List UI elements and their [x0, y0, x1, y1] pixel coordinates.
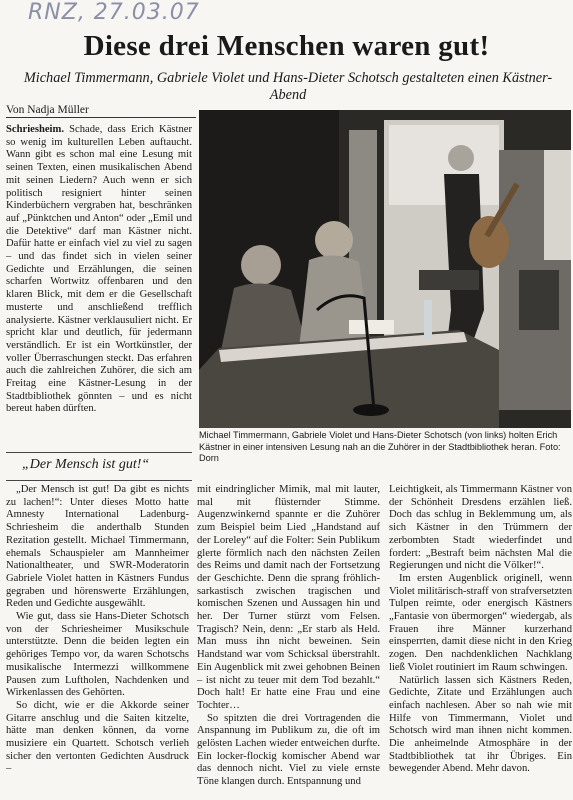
- section-rule-under-heading: [6, 480, 192, 481]
- paragraph: Wie gut, dass sie Hans-Dieter Schotsch von der Schriesheimer Musikschule unterstützte. Denn die beiden legten ein gehöriges Tempo vor, da waren Schotschs musikalische Intermezzi willkommene Pausen zum Luftholen, Nachdenken und Wirkenlassen des Gehörten.: [6, 611, 189, 699]
- article-column-3: [389, 484, 572, 776]
- paragraph: mit eindringlicher Mimik, mal mit lauter, mal mit flüsternder Stimme. Augenzwinkernd spannte er die Zuhörer zum Beispiel beim Lied „Handstand auf der Loreley“ auf die Folter: Sein Publikum glerte förmlich nach den nächsten Zeilen des Reims und damit nach der Fortsetzung der Geschichte. Denn die sprang fröhlich-sarkastisch zwischen tragischen und komischen Szenen und Aussagen hin und her. Der Turner stürzt vom Felsen. Tragisch? Nein, denn: „Er starb als Held. Man muss ihn nicht beweinen. Sein Handstand war vom Schicksal überstrahlt. Ein Augenblick mit zwei gehobnen Beinen – ist nicht zu teuer mit dem Tod bezahlt.“ Doch halt! Er hatte eine Frau und eine Tochter…: [197, 484, 380, 711]
- dateline: Schriesheim.: [6, 124, 64, 135]
- paragraph: So spitzten die drei Vortragenden die Anspannung im Publikum zu, die oft im gelösten Lachen wieder entweichen durfte. Ein locker-flockig komischer Abend war das dennoch nicht. Viel zu viele ernste Töne klangen durch. Entspannung und: [197, 712, 380, 788]
- section-heading: „Der Mensch ist gut!“: [22, 457, 150, 472]
- paragraph: Im ersten Augenblick originell, wenn Violet militärisch-straff von strafversetzten Tulpen reimte, oder energisch Kästners „Fantasie von übermorgen“ wiedergab, als Frauen ihre Männer kurzerhand einsperrten, damit diese nicht in den Krieg zogen. Den nachdenklichen Nachklang ließ Violet routiniert im Raum schwingen.: [389, 572, 572, 673]
- handwritten-date-note: RNZ, 27.03.07: [28, 0, 200, 25]
- photo-illustration: [199, 110, 571, 428]
- article-column-2: [197, 484, 380, 789]
- headline: Diese drei Menschen waren gut!: [83, 30, 490, 62]
- event-photo: [199, 110, 571, 428]
- subheadline: Michael Timmermann, Gabriele Violet und Hans-Dieter Schotsch gestalteten einen Kästner-Abend: [23, 70, 553, 103]
- article-column-1: [6, 484, 189, 776]
- paragraph: Natürlich lassen sich Kästners Reden, Gedichte, Zitate und Erzählungen auch einfach nachlesen. Aber so nah wie mit Hilfe von Timmermann, Violet und Schotsch wird man ihnen nicht kommen. Die anheimelnde Atmosphäre in der Stadtbibliothek tat ihr Übriges. Ein bewegender Abend. Mehr davon.: [389, 674, 572, 775]
- paragraph: Leichtigkeit, als Timmermann Kästner von der Schönheit Dresdens erzählen ließ. Doch das schlug in Beklemmung um, als sich Kästner in den Trümmern der zerbombten Stadt wiederfindet und fordert: „Bestraft beim nächsten Mal die Regierungen und nicht die Völker!“.: [389, 484, 572, 572]
- section-rule-left: [6, 452, 192, 453]
- photo-caption: Michael Timmermann, Gabriele Violet und Hans-Dieter Schotsch (von links) holten Erich Kästner in einer intensiven Lesung nah an die Zuhörer in der Stadtbibliothek heran. Foto: Dorn: [199, 430, 561, 463]
- paragraph: So dicht, wie er die Akkorde seiner Gitarre anschlug und die Saiten kitzelte, hätte man denken können, da vorne musiziere ein Quartett. Schotsch verlieh sicher den vertonten Gedichten Ausdruck –: [6, 699, 189, 775]
- paragraph: „Der Mensch ist gut! Da gibt es nichts zu lachen!“: Unter dieses Motto hatte Amnesty International Ladenburg-Schriesheim die anderthalb Stunden Rezitation gestellt. Michael Timmermann, ehemals Schauspieler am Mannheimer Nationaltheater, und SWR-Moderatorin Gabriele Violet hatten in Kästners Fundus gegraben und hörenswerte Erzählungen, Reden und Gedichte ausgewählt.: [6, 484, 189, 610]
- lead-text: Schade, dass Erich Kästner so wenig im kulturellen Leben auftaucht. Wann gibt es schon mal eine Lesung mit seinen Texten, einen musikalischen Abend mit seinen Liedern? Auch wenn er sich politisch resigniert hinter seinen Kinderbüchern vergraben hat, beschränken auf „Pünktchen und Anton“ oder „Emil und die Detektive“ darf man Kästner nicht. Dafür hatte er einfach viel zu viel zu sagen – und das findet sich in vielen seiner Gedichte und Erzählungen, die seinen scharfen Wortwitz offenbaren und den klaren Blick, mit dem er die Gesellschaft musterte und anschließend trefflich analysierte. Kästner verklausuliert nicht. Er spricht klar und deutlich, für jedermann verständlich. Er ist ein Wortkünstler, der voller Überraschungen steckt. Das erfahren auch die zahlreichen Zuhörer, die sich am Freitag eine Kästner-Lesung in der Stadtbibliothek gönnten – und es nicht bereut haben dürften.: [6, 124, 192, 415]
- byline: Von Nadja Müller: [6, 104, 196, 118]
- lead-paragraph: [6, 124, 192, 416]
